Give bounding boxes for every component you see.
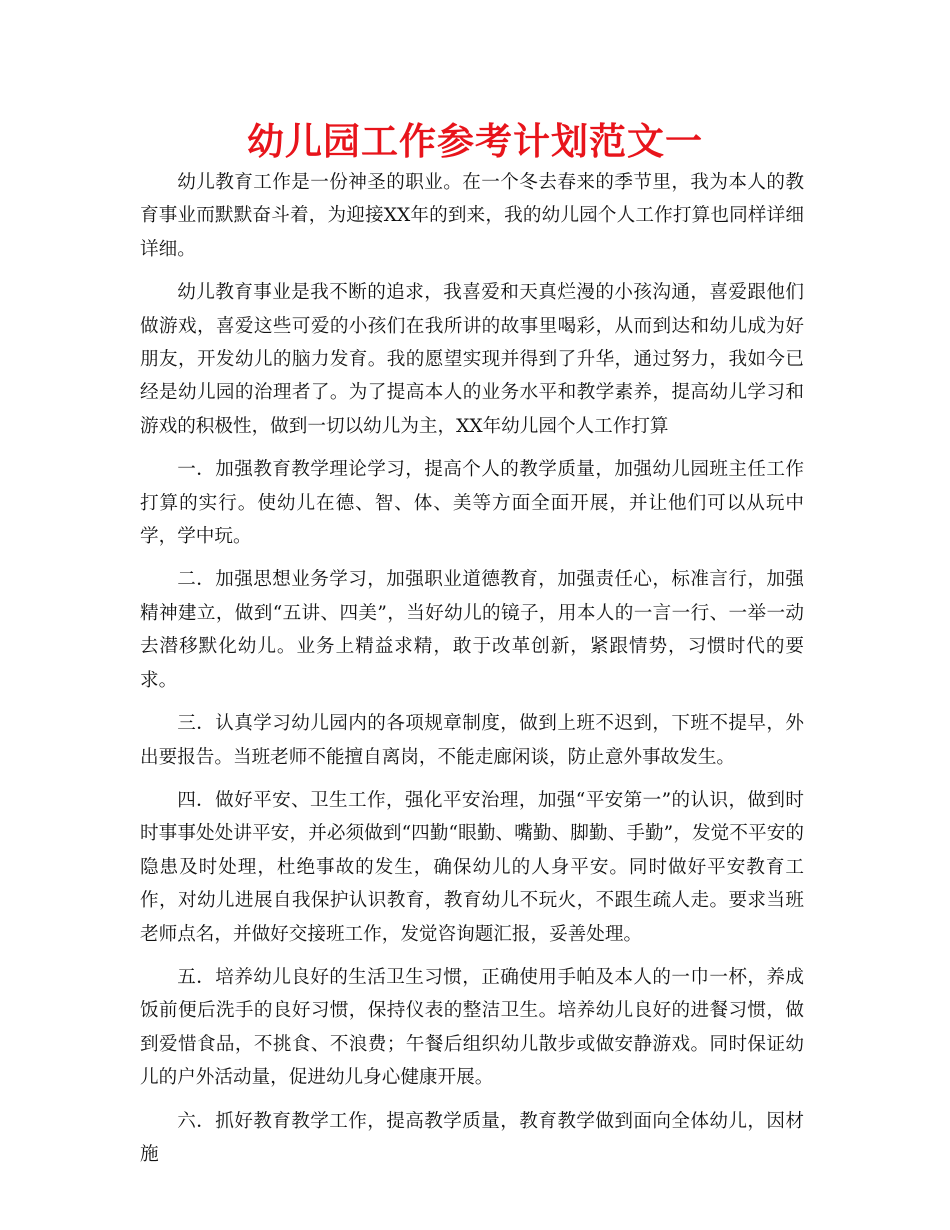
paragraph-item-4: 四．做好平安、卫生工作，强化平安治理，加强“平安第一”的认识，做到时时事事处处讲平安，并必须做到“四勤“眼勤、嘴勤、脚勤、手勤”，发觉不平安的隐患及时处理，杜绝事故的发生，确保幼儿的人身平安。同时做好平安教育工作，对幼儿进展自我保护认识教育，教育幼儿不玩火，不跟生疏人走。要求当班老师点名，并做好交接班工作，发觉咨询题汇报，妥善处理。	[140, 789, 804, 945]
paragraph-intro: 幼儿教育工作是一份神圣的职业。在一个冬去春来的季节里，我为本人的教育事业而默默奋斗着，为迎接XX年的到来，我的幼儿园个人工作打算也同样详细详细。	[140, 172, 804, 260]
paragraph-item-3: 三．认真学习幼儿园内的各项规章制度，做到上班不迟到，下班不提早，外出要报告。当班老师不能擅自离岗，不能走廊闲谈，防止意外事故发生。	[140, 713, 804, 768]
paragraph-item-2: 二．加强思想业务学习，加强职业道德教育，加强责任心，标准言行，加强精神建立，做到“五讲、四美”，当好幼儿的镜子，用本人的一言一行、一举一动去潜移默化幼儿。业务上精益求精，敢于改革创新，紧跟情势，习惯时代的要求。	[140, 569, 804, 691]
document-title: 幼儿园工作参考计划范文一	[247, 120, 703, 163]
paragraph-item-5: 五．培养幼儿良好的生活卫生习惯，正确使用手帕及本人的一巾一杯，养成饭前便后洗手的良好习惯，保持仪表的整洁卫生。培养幼儿良好的进餐习惯，做到爱惜食品，不挑食、不浪费；午餐后组织幼儿散步或做安静游戏。同时保证幼儿的户外活动量，促进幼儿身心健康开展。	[140, 966, 804, 1089]
document-body	[140, 166, 804, 1181]
paragraph-item-1: 一．加强教育教学理论学习，提高个人的教学质量，加强幼儿园班主任工作打算的实行。使幼儿在德、智、体、美等方面全面开展，并让他们可以从玩中学，学中玩。	[140, 459, 804, 548]
paragraph-item-6: 六．抓好教育教学工作，提高教学质量，教育教学做到面向全体幼儿，因材施	[140, 1110, 804, 1165]
paragraph-motivation: 幼儿教育事业是我不断的追求，我喜爱和天真烂漫的小孩沟通，喜爱跟他们做游戏，喜爱这些可爱的小孩们在我所讲的故事里喝彩，从而到达和幼儿成为好朋友，开发幼儿的脑力发育。我的愿望实现并得到了升华，通过努力，我如今已经是幼儿园的治理者了。为了提高本人的业务水平和教学素养，提高幼儿学习和游戏的积极性，做到一切以幼儿为主，XX年幼儿园个人工作打算	[140, 282, 804, 437]
